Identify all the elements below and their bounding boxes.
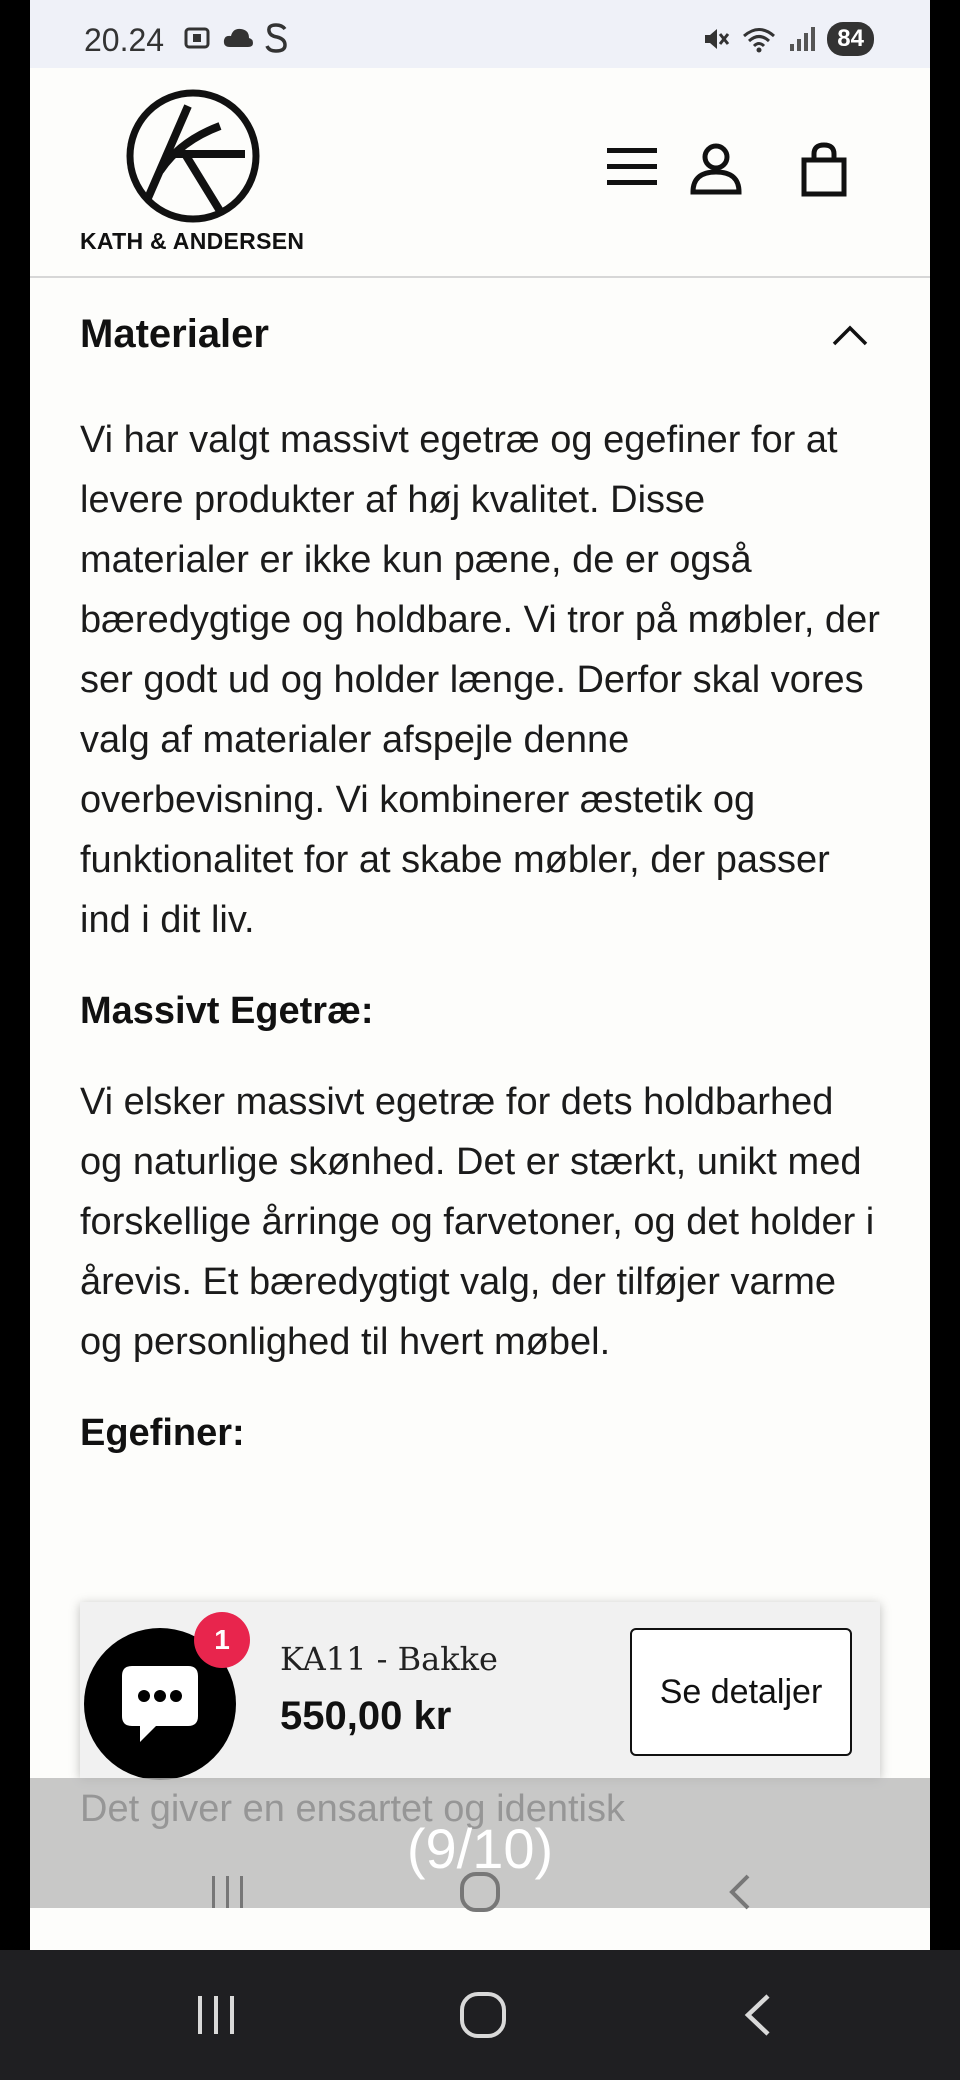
phone-screen <box>30 0 930 1950</box>
product-name: KA11 - Bakke <box>280 1640 498 1678</box>
home-icon[interactable] <box>458 1870 502 1914</box>
site-header <box>30 68 930 278</box>
screenshot-icon <box>182 23 212 53</box>
system-navigation-bar <box>0 1950 960 2080</box>
account-icon[interactable] <box>688 142 744 196</box>
recent-apps-icon[interactable] <box>192 1990 240 2040</box>
back-icon[interactable] <box>718 1870 762 1914</box>
s-icon <box>264 22 290 54</box>
menu-icon[interactable] <box>604 142 660 192</box>
brand-name: KATH & ANDERSEN <box>80 228 305 254</box>
section-heading-solid-oak: Massivt Egetræ: <box>80 990 374 1032</box>
cloud-icon <box>222 25 254 51</box>
brand-logo[interactable] <box>80 86 310 266</box>
home-icon[interactable] <box>458 1990 508 2040</box>
materials-accordion <box>80 278 880 1494</box>
status-right-icons <box>701 22 874 56</box>
status-bar <box>30 0 930 68</box>
bag-icon[interactable] <box>800 142 848 198</box>
see-details-button[interactable]: Se detaljer <box>630 1628 852 1756</box>
accordion-title: Materialer <box>80 312 269 356</box>
chat-notification-badge: 1 <box>194 1612 250 1668</box>
materials-intro-text: Vi har valgt massivt egetræ og egefiner for at levere produkter af høj kvalitet. Disse materialer er ikke kun pæne, de er også bæredygtige og holdbare. Vi tror på møbler, der ser godt ud og holder længe. Derfor skal vores valg af materialer afspejle denne overbevisning. Vi kombinerer æstetik og funktionalitet for at skabe møbler, der passer ind i dit liv. <box>80 419 880 941</box>
recent-apps-icon[interactable] <box>206 1870 250 1914</box>
chevron-up-icon[interactable] <box>830 322 870 348</box>
accordion-header[interactable] <box>80 278 880 398</box>
solid-oak-text: Vi elsker massivt egetræ for dets holdbarhed og naturlige skønhed. Det er stærkt, unikt med forskellige årringe og farvetoner, og det holder i årevis. Et bæredygtigt valg, der tilføjer varme og personlighed til hvert møbel. <box>80 1081 875 1363</box>
status-time: 20.24 <box>84 22 165 58</box>
status-left-icons <box>182 22 290 54</box>
wifi-icon <box>741 24 777 54</box>
product-price: 550,00 kr <box>280 1694 452 1738</box>
mute-icon <box>701 24 731 54</box>
logo-mark-icon <box>80 86 310 226</box>
signal-icon <box>787 24 817 54</box>
back-icon[interactable] <box>736 1990 780 2040</box>
section-heading-oak-veneer: Egefiner: <box>80 1412 245 1454</box>
image-counter: (9/10) <box>406 1817 554 1880</box>
battery-indicator: 84 <box>827 22 874 56</box>
